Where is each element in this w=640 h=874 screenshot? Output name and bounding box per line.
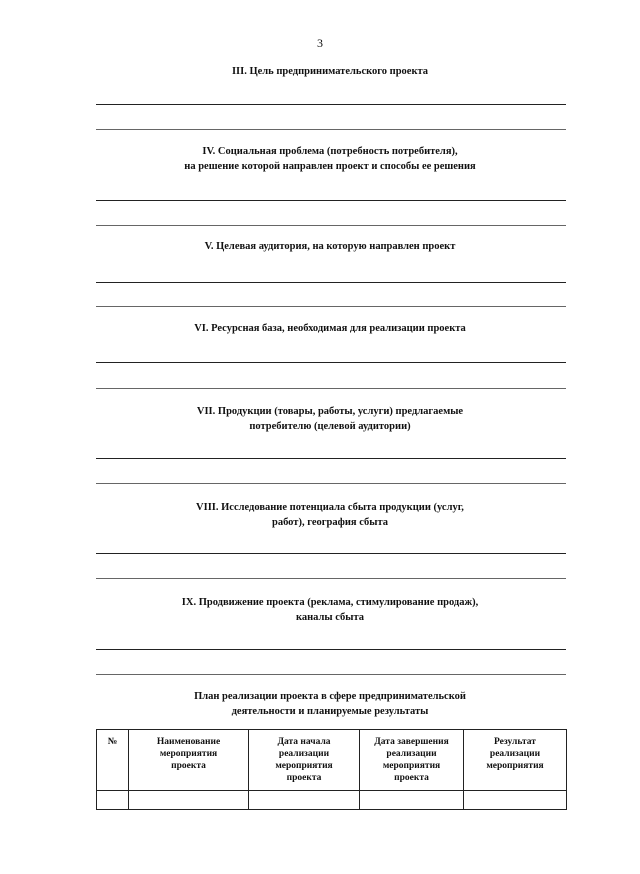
header-line: проекта [171,761,206,771]
answer-line [96,553,566,554]
heading-line: работ), география сбыта [271,517,388,528]
heading-line: на решение которой направлен проект и способы ее решения [184,161,476,172]
plan-title [96,689,564,719]
answer-line [96,458,566,459]
header-line: № [107,737,118,747]
section-heading-v [96,239,564,254]
column-header-event-name [129,730,249,791]
answer-line [96,483,566,484]
plan-title-line: деятельности и планируемые результаты [231,706,429,717]
heading-line: VII. Продукции (товары, работы, услуги) предлагаемые [196,406,464,417]
answer-line [96,282,566,283]
header-line: Наименование [156,737,221,747]
section-heading-ix [96,595,564,625]
section-heading-iv [96,144,564,174]
section-heading-vii [96,404,564,434]
answer-line [96,674,566,675]
header-line: реализации [489,749,541,759]
heading-line: VI. Ресурсная база, необходимая для реализации проекта [194,323,466,334]
heading-line: III. Цель предпринимательского проекта [231,66,429,77]
header-line: мероприятия [275,761,333,771]
header-line: Результат [494,737,536,747]
column-header-end-date [360,730,464,791]
table-cell [360,791,464,810]
header-line: мероприятия [486,761,544,771]
plan-table [96,729,567,810]
header-line: Дата начала [277,737,331,747]
heading-line: каналы сбыта [295,612,365,623]
header-line: мероприятия [382,761,441,771]
answer-line [96,649,566,650]
answer-line [96,104,566,105]
column-header-result [464,730,567,791]
answer-line [96,388,566,389]
answer-line [96,129,566,130]
heading-line: IV. Социальная проблема (потребность потребителя), [202,146,458,157]
table-row [97,791,567,810]
header-line: проекта [286,773,322,783]
table-header-row [97,730,567,791]
heading-line: V. Целевая аудитория, на которую направлен проект [204,241,456,252]
header-line: Дата завершения [374,737,449,747]
answer-line [96,200,566,201]
column-header-number [97,730,129,791]
header-line: реализации [386,749,437,759]
heading-line: VIII. Исследование потенциала сбыта продукции (услуг, [196,502,464,513]
column-header-start-date [249,730,360,791]
section-heading-iii [96,64,564,79]
section-heading-viii [96,500,564,530]
section-heading-vi [96,321,564,336]
answer-line [96,306,566,307]
heading-line: IX. Продвижение проекта (реклама, стимулирование продаж), [181,597,479,608]
header-line: проекта [394,773,429,783]
header-line: реализации [278,749,330,759]
table-cell [129,791,249,810]
page-number: 3 [317,36,323,50]
header-line: мероприятия [159,749,218,759]
table-cell [249,791,360,810]
plan-title-line: План реализации проекта в сфере предпринимательской [194,691,466,702]
table-cell [464,791,567,810]
answer-line [96,225,566,226]
table-cell [97,791,129,810]
answer-line [96,578,566,579]
answer-line [96,362,566,363]
heading-line: потребителю (целевой аудитории) [249,421,411,432]
